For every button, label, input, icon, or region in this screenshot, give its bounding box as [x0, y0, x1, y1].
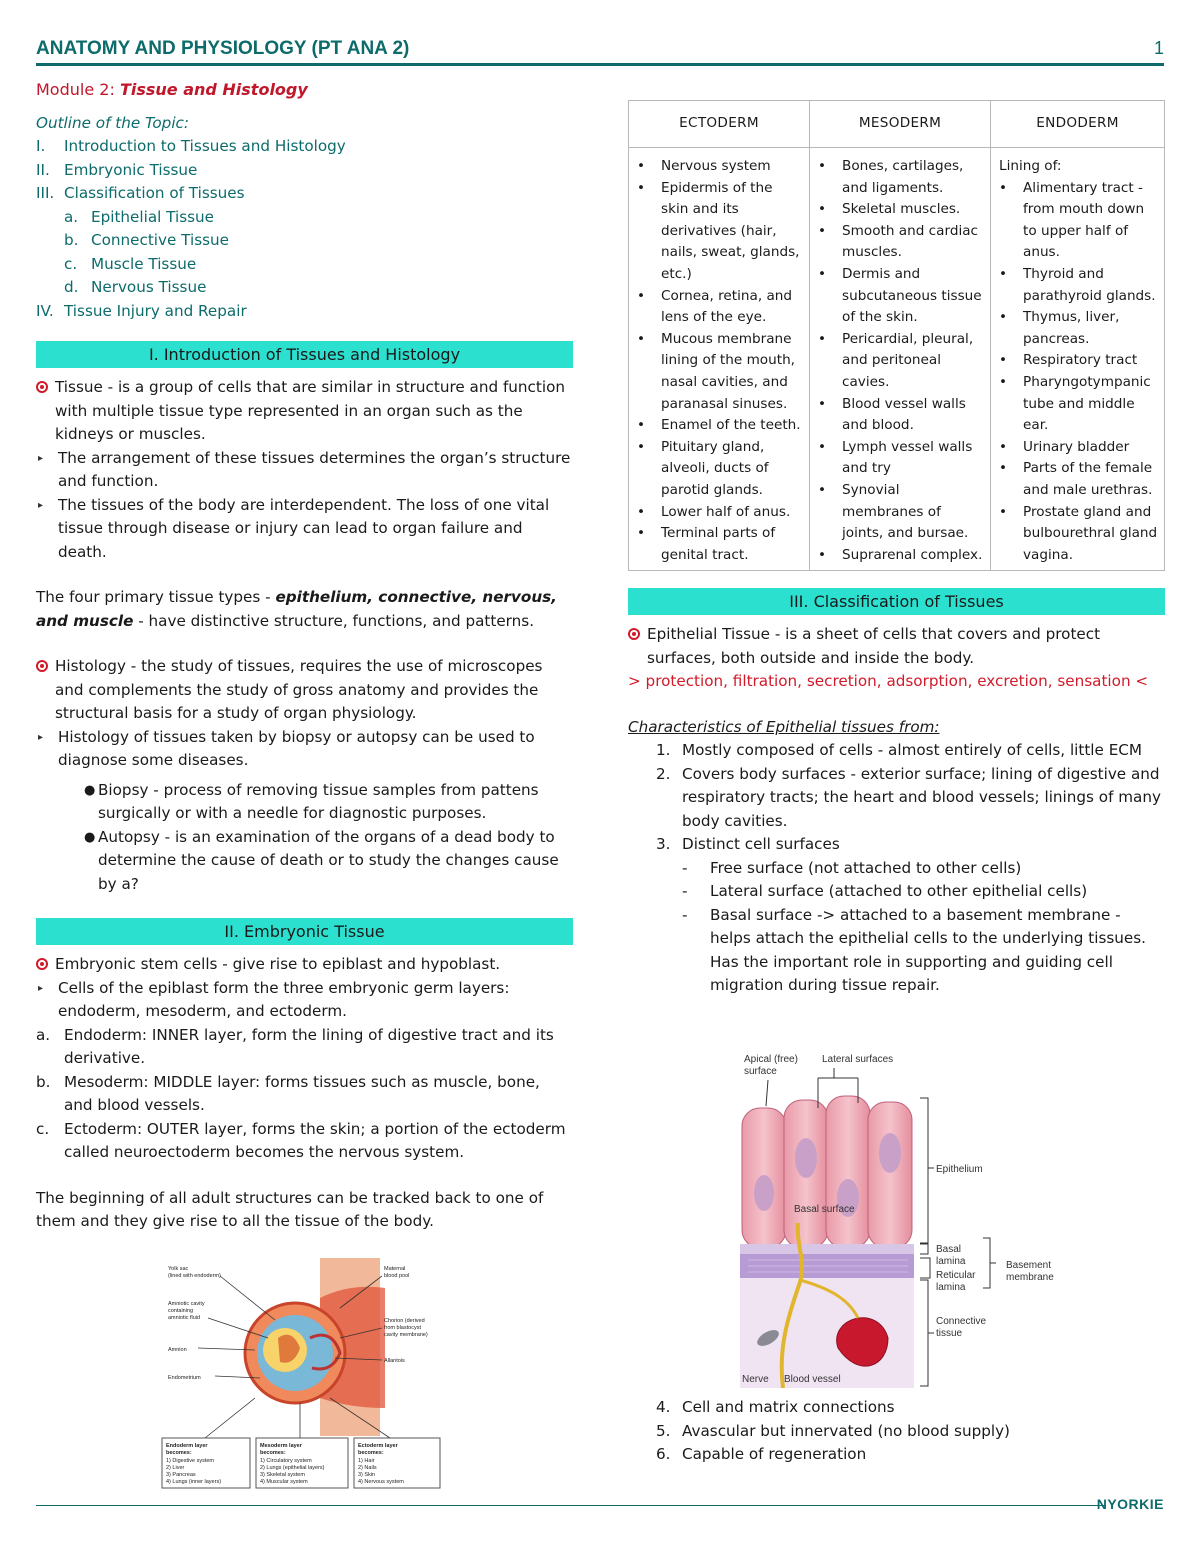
text: - have distinctive structure, functions, and patterns.	[133, 611, 535, 630]
list-item-text: Covers body surfaces - exterior surface; lining of digestive and respiratory tracts; the heart and blood vessels; linings of many body cavities.	[682, 764, 1161, 830]
figure-label: membrane	[1006, 1272, 1054, 1283]
table-list-item	[818, 199, 984, 221]
outline-num: II.	[36, 160, 50, 179]
endoderm-intro: Lining of:	[999, 158, 1062, 174]
outline-subitem	[36, 253, 573, 277]
figure-label: Connective	[936, 1316, 987, 1327]
table-list-item	[999, 350, 1158, 372]
list-item-text: Distinct cell surfaces	[682, 835, 840, 854]
dot-bullet-icon: •	[818, 481, 827, 498]
tissue-definition-text	[55, 376, 573, 447]
list-item	[36, 726, 573, 773]
dot-bullet-icon: •	[999, 179, 1008, 196]
target-bullet-icon	[36, 958, 48, 970]
endoderm-list	[999, 178, 1158, 567]
table-list-text: Lymph vessel walls and try	[842, 438, 973, 477]
table-list-item	[999, 502, 1158, 567]
list-item	[628, 763, 1165, 834]
list-item	[36, 779, 573, 826]
dot-bullet-icon: •	[818, 158, 827, 174]
table-list-text: Urinary bladder	[1023, 438, 1130, 455]
table-list-text: Synovial membranes of joints, and bursae.	[842, 481, 969, 542]
dot-bullet-icon: ●	[84, 782, 96, 798]
list-item	[36, 447, 573, 494]
table-list-item	[818, 329, 984, 394]
table-cell-endoderm	[991, 148, 1165, 571]
list-item-text: Lateral surface (attached to other epithelial cells)	[710, 882, 1088, 901]
figure-label: Basal	[936, 1244, 962, 1255]
box-item: 4) Nervous system	[358, 1479, 404, 1485]
table-header-cell: ECTODERM	[629, 101, 810, 148]
header-rule	[36, 63, 1164, 66]
outline-label: Classification of Tissues	[64, 184, 245, 202]
table-list-item	[999, 307, 1158, 350]
footer-rule	[36, 1505, 1106, 1506]
table-list-text: Dermis and subcutaneous tissue of the skin.	[842, 265, 982, 326]
outline-num: I.	[36, 137, 46, 155]
list-item-text: Capable of regeneration	[682, 1445, 867, 1463]
box-item: 2) Lungs (epithelial layers)	[260, 1465, 325, 1471]
epithelium-figure	[738, 1048, 1068, 1388]
table-list-text: Epidermis of the skin and its derivatives (hair, nails, sweat, glands, etc.)	[661, 179, 800, 282]
list-item	[36, 1118, 573, 1165]
table-list-item	[637, 178, 803, 286]
characteristics-heading: Characteristics of Epithelial tissues from:	[628, 717, 940, 736]
list-num: 1.	[656, 741, 671, 760]
arrow-bullet-icon: ▸	[38, 982, 44, 994]
list-item-text: Cell and matrix connections	[682, 1398, 895, 1416]
table-list-item	[999, 178, 1158, 264]
table-list-text: Alimentary tract - from mouth down to upper half of anus.	[1023, 179, 1145, 261]
term: Histology	[55, 657, 126, 675]
list-item	[628, 880, 1165, 904]
figure-label: Amniotic cavity	[168, 1301, 205, 1307]
list-num: 5.	[656, 1421, 671, 1440]
stem-cells-definition	[36, 953, 573, 977]
dot-bullet-icon: •	[999, 352, 1008, 369]
list-item-text: Ectoderm: OUTER layer, forms the skin; a portion of the ectoderm called neuroectoderm becomes the nervous system.	[64, 1119, 566, 1161]
dot-bullet-icon: ●	[84, 829, 96, 845]
box-item: 3) Pancreas	[166, 1472, 196, 1478]
figure-label: Amnion	[168, 1347, 187, 1353]
dot-bullet-icon: •	[999, 503, 1008, 520]
table-list-text: Terminal parts of genital tract.	[661, 525, 776, 563]
term: Epithelial Tissue	[647, 625, 770, 644]
table-list-item	[818, 437, 984, 480]
dot-bullet-icon: •	[637, 525, 646, 542]
table-list-text: Smooth and cardiac muscles.	[842, 222, 979, 261]
figure-label: Basement	[1006, 1260, 1052, 1271]
module-name: Tissue and Histology	[119, 80, 308, 99]
table-list-text: Blood vessel walls and blood.	[842, 395, 966, 434]
list-item-text: Avascular but innervated (no blood supply)	[682, 1421, 1010, 1440]
outline-num: a.	[64, 207, 79, 226]
table-list-text: Pituitary gland, alveoli, ducts of parotid glands.	[661, 438, 769, 498]
table-header-cell: ENDODERM	[991, 101, 1165, 148]
outline-label: Nervous Tissue	[91, 278, 207, 296]
table-list-text: Pericardial, pleural, and peritoneal cavies.	[842, 330, 974, 390]
box-title: Endoderm layer	[166, 1443, 208, 1449]
table-list-text: Cornea, retina, and lens of the eye.	[661, 287, 793, 326]
box-item: 1) Digestive system	[166, 1458, 214, 1464]
list-item	[36, 977, 573, 1024]
table-list-item	[999, 264, 1158, 307]
page-number: 1	[1153, 38, 1164, 58]
ectoderm-list	[637, 156, 803, 566]
definition: - is a group of cells that are similar in structure and function with multiple tissue type represented in an organ such as the kidneys or muscles.	[55, 378, 566, 443]
figure-label: tissue	[936, 1328, 963, 1339]
box-item: 2) Nails	[358, 1465, 377, 1471]
tissue-definition	[36, 376, 573, 447]
figure-label: cavity membrane)	[384, 1332, 428, 1338]
mesoderm-list	[818, 156, 984, 566]
dot-bullet-icon: •	[818, 265, 827, 282]
figure-label: from blastocyst	[384, 1325, 421, 1331]
histology-definition-text	[55, 655, 573, 726]
table-list-text: Suprarenal complex.	[842, 546, 983, 563]
outline-num: c.	[64, 254, 78, 273]
list-item	[36, 1071, 573, 1118]
table-list-item	[637, 156, 803, 178]
figure-label: Maternal	[384, 1266, 406, 1272]
table-cell-mesoderm	[810, 148, 991, 571]
table-list-text: Skeletal muscles.	[842, 201, 961, 218]
dot-bullet-icon: •	[637, 503, 646, 520]
outline-item	[36, 135, 573, 159]
table-list-text: Nervous system	[661, 158, 771, 174]
outline-num: III.	[36, 184, 55, 202]
outline-subitem	[36, 276, 573, 300]
figure-label: Allantois	[384, 1358, 405, 1364]
term: Tissue	[55, 378, 103, 396]
list-item	[656, 1420, 1166, 1444]
table-list-item	[818, 221, 984, 264]
list-num: 4.	[656, 1398, 671, 1416]
dot-bullet-icon: •	[818, 395, 827, 412]
outline-label: Tissue Injury and Repair	[64, 301, 247, 320]
dot-bullet-icon: •	[637, 330, 646, 347]
document-title: ANATOMY AND PHYSIOLOGY (PT ANA 2)	[36, 38, 410, 59]
four-tissue-types	[36, 586, 573, 633]
arrow-bullet-icon: ▸	[38, 731, 44, 743]
dash-bullet: -	[682, 905, 688, 924]
box-title: Ectoderm layer	[358, 1443, 398, 1449]
figure-label: Apical (free)	[744, 1054, 798, 1065]
box-item: 2) Liver	[166, 1465, 185, 1471]
definition: - is a sheet of cells that covers and protect surfaces, both outside and inside the body.	[647, 625, 1101, 667]
outline-num: b.	[64, 231, 79, 249]
table-list-text: Mucous membrane lining of the mouth, nasal cavities, and paranasal sinuses.	[661, 330, 796, 412]
table-list-item	[999, 437, 1158, 459]
epithelial-definition	[628, 623, 1165, 670]
dot-bullet-icon: •	[999, 309, 1008, 326]
list-item-text: Histology of tissues taken by biopsy or autopsy can be used to diagnose some diseases.	[58, 727, 535, 769]
table-list-item	[999, 458, 1158, 501]
table-list-item	[818, 264, 984, 329]
list-item-text: Autopsy - is an examination of the organs of a dead body to determine the cause of death or to study the changes cause by a?	[98, 827, 559, 893]
outline-label: Epithelial Tissue	[91, 207, 214, 226]
box-item: 4) Lungs (inner layers)	[166, 1479, 222, 1485]
target-bullet-icon	[628, 628, 640, 640]
list-item	[656, 1396, 1166, 1420]
list-num: 3.	[656, 835, 671, 854]
table-list-item	[637, 286, 803, 329]
table-list-text: Thymus, liver, pancreas.	[1023, 309, 1120, 347]
table-list-text: Pharyngotympanic tube and middle ear.	[1023, 373, 1151, 434]
list-item-text: The tissues of the body are interdependent. The loss of one vital tissue through disease or injury can lead to organ failure and death.	[58, 495, 550, 561]
figure-label: lamina	[936, 1282, 966, 1293]
outline-label: Embryonic Tissue	[64, 160, 198, 179]
outline-num: d.	[64, 278, 79, 296]
tissue-types-emphasis: epithelium, connective, nervous, and muscle	[36, 588, 557, 630]
dot-bullet-icon: •	[637, 287, 646, 304]
dot-bullet-icon: •	[637, 438, 646, 455]
footer-author: NYORKIE	[1096, 1496, 1164, 1512]
list-item	[36, 494, 573, 565]
list-num: b.	[36, 1072, 51, 1091]
outline-list	[36, 135, 573, 323]
figure-label: Lateral surfaces	[822, 1054, 894, 1065]
dot-bullet-icon: •	[818, 330, 827, 347]
figure-label: (lined with endoderm)	[168, 1273, 221, 1279]
table-list-text: Parts of the female and male urethras.	[1023, 460, 1153, 498]
dot-bullet-icon: •	[818, 546, 827, 563]
arrow-bullet-icon: ▸	[38, 452, 44, 464]
list-num: 6.	[656, 1445, 671, 1463]
table-list-item	[637, 329, 803, 415]
table-cell-ectoderm	[629, 148, 810, 571]
outline-item	[36, 159, 573, 183]
definition: - give rise to epiblast and hypoblast.	[217, 955, 501, 973]
section-heading-classification: III. Classification of Tissues	[628, 588, 1165, 615]
box-item: 3) Skin	[358, 1472, 376, 1478]
box-item: 1) Hair	[358, 1458, 375, 1464]
table-list-text: Prostate gland and bulbourethral gland vagina.	[1023, 503, 1158, 563]
figure-label: blood pool	[384, 1273, 410, 1279]
table-list-item	[818, 545, 984, 567]
box-item: 1) Circulatory system	[260, 1458, 312, 1464]
dot-bullet-icon: •	[818, 201, 827, 218]
dot-bullet-icon: •	[999, 265, 1008, 282]
box-item: 4) Muscular system	[260, 1479, 308, 1485]
figure-label: Epithelium	[936, 1164, 983, 1175]
figure-label: Reticular	[936, 1270, 976, 1281]
definition: - the study of tissues, requires the use of microscopes and complements the study of gross anatomy and provides the structural basis for a study of organ physiology.	[55, 657, 543, 722]
table-list-item	[637, 523, 803, 566]
list-item-text: Free surface (not attached to other cells)	[710, 858, 1022, 877]
stem-cells-text	[55, 953, 500, 977]
outline-item	[36, 300, 573, 324]
figure-label: containing	[168, 1308, 194, 1314]
box-title: becomes:	[260, 1450, 286, 1456]
table-list-item	[818, 480, 984, 545]
target-bullet-icon	[36, 660, 48, 672]
list-item-text: The arrangement of these tissues determines the organ’s structure and function.	[58, 448, 571, 490]
outline-label: Introduction to Tissues and Histology	[64, 137, 346, 155]
list-item-text: Basal surface -> attached to a basement membrane - helps attach the epithelial cells to the underlying tissues. Has the important role in supporting and guiding cell migration during tissue repair.	[710, 905, 1146, 995]
box-title: Mesoderm layer	[260, 1443, 302, 1449]
dot-bullet-icon: •	[818, 222, 827, 239]
arrow-bullet-icon: ▸	[38, 499, 44, 511]
list-item	[36, 826, 573, 897]
box-title: becomes:	[166, 1450, 192, 1456]
outline-label: Muscle Tissue	[91, 254, 197, 273]
table-header-row	[629, 101, 1165, 148]
table-list-item	[818, 394, 984, 437]
table-list-item	[637, 415, 803, 437]
histology-definition	[36, 655, 573, 726]
list-item-text: Cells of the epiblast form the three embryonic germ layers: endoderm, mesoderm, and ectoderm.	[58, 978, 510, 1020]
text: The four primary tissue types -	[36, 588, 276, 606]
dot-bullet-icon: •	[637, 158, 646, 174]
list-item	[628, 904, 1165, 998]
dash-bullet: -	[682, 882, 688, 901]
figure-label: surface	[744, 1066, 777, 1077]
outline-num: IV.	[36, 301, 54, 320]
closing-paragraph: The beginning of all adult structures can be tracked back to one of them and they give rise to all the tissue of the body.	[36, 1188, 544, 1230]
table-list-text: Thyroid and parathyroid glands.	[1023, 265, 1156, 304]
box-item: 3) Skeletal system	[260, 1472, 305, 1478]
figure-label: lamina	[936, 1256, 966, 1267]
dash-bullet: -	[682, 858, 688, 877]
embryo-germ-layer-figure	[160, 1258, 442, 1490]
table-list-text: Enamel of the teeth.	[661, 417, 801, 434]
characteristics-continued	[656, 1396, 1166, 1467]
list-num: a.	[36, 1025, 51, 1044]
epithelial-definition-text	[647, 623, 1165, 670]
list-item-text: Mostly composed of cells - almost entirely of cells, little ECM	[682, 741, 1142, 760]
outline-subitem	[36, 229, 573, 253]
figure-label: amniotic fluid	[168, 1315, 201, 1321]
dot-bullet-icon: •	[999, 373, 1008, 390]
table-list-item	[999, 372, 1158, 437]
list-item-text: Biopsy - process of removing tissue samples from pattens surgically or with a needle for diagnostic purposes.	[98, 780, 539, 822]
figure-label: Yolk sac	[168, 1266, 189, 1272]
list-item	[656, 1443, 1166, 1467]
dot-bullet-icon: •	[818, 438, 827, 455]
figure-label: Nerve	[742, 1374, 769, 1385]
term: Embryonic stem cells	[55, 955, 218, 973]
module-prefix: Module 2:	[36, 80, 115, 99]
dot-bullet-icon: •	[637, 179, 646, 196]
target-bullet-icon	[36, 381, 48, 393]
outline-subitem	[36, 206, 573, 230]
table-list-item	[818, 156, 984, 199]
table-row	[629, 148, 1165, 571]
outline-item	[36, 182, 573, 206]
figure-label: Basal surface	[794, 1204, 855, 1215]
outline-label: Connective Tissue	[91, 231, 229, 249]
germ-layer-table	[628, 100, 1165, 571]
table-list-text: Bones, cartilages, and ligaments.	[842, 158, 964, 196]
outline-heading: Outline of the Topic:	[36, 113, 190, 132]
table-list-item	[637, 502, 803, 524]
dot-bullet-icon: •	[999, 438, 1008, 455]
list-item	[628, 739, 1165, 763]
list-num: c.	[36, 1119, 50, 1138]
module-title	[36, 78, 573, 102]
list-item-text: Endoderm: INNER layer, form the lining of digestive tract and its derivative.	[64, 1025, 554, 1067]
figure-label: Blood vessel	[784, 1374, 841, 1385]
section-heading-embryonic: II. Embryonic Tissue	[36, 918, 573, 945]
table-header-cell: MESODERM	[810, 101, 991, 148]
figure-label: Chorion (derived	[384, 1318, 425, 1324]
figure-label: Endometrium	[168, 1375, 201, 1381]
left-column	[36, 78, 573, 1234]
dot-bullet-icon: •	[999, 460, 1008, 477]
list-num: 2.	[656, 764, 671, 783]
right-column	[628, 100, 1165, 998]
list-item	[36, 1024, 573, 1071]
box-title: becomes:	[358, 1450, 384, 1456]
list-item-text: Mesoderm: MIDDLE layer: forms tissues such as muscle, bone, and blood vessels.	[64, 1072, 540, 1114]
list-item	[628, 833, 1165, 857]
table-list-text: Respiratory tract	[1023, 352, 1138, 369]
epithelial-functions: > protection, filtration, secretion, adsorption, excretion, sensation <	[628, 672, 1149, 691]
table-list-text: Lower half of anus.	[661, 503, 791, 520]
list-item	[628, 857, 1165, 881]
table-list-item	[637, 437, 803, 502]
dot-bullet-icon: •	[637, 417, 646, 434]
section-heading-intro: I. Introduction of Tissues and Histology	[36, 341, 573, 368]
